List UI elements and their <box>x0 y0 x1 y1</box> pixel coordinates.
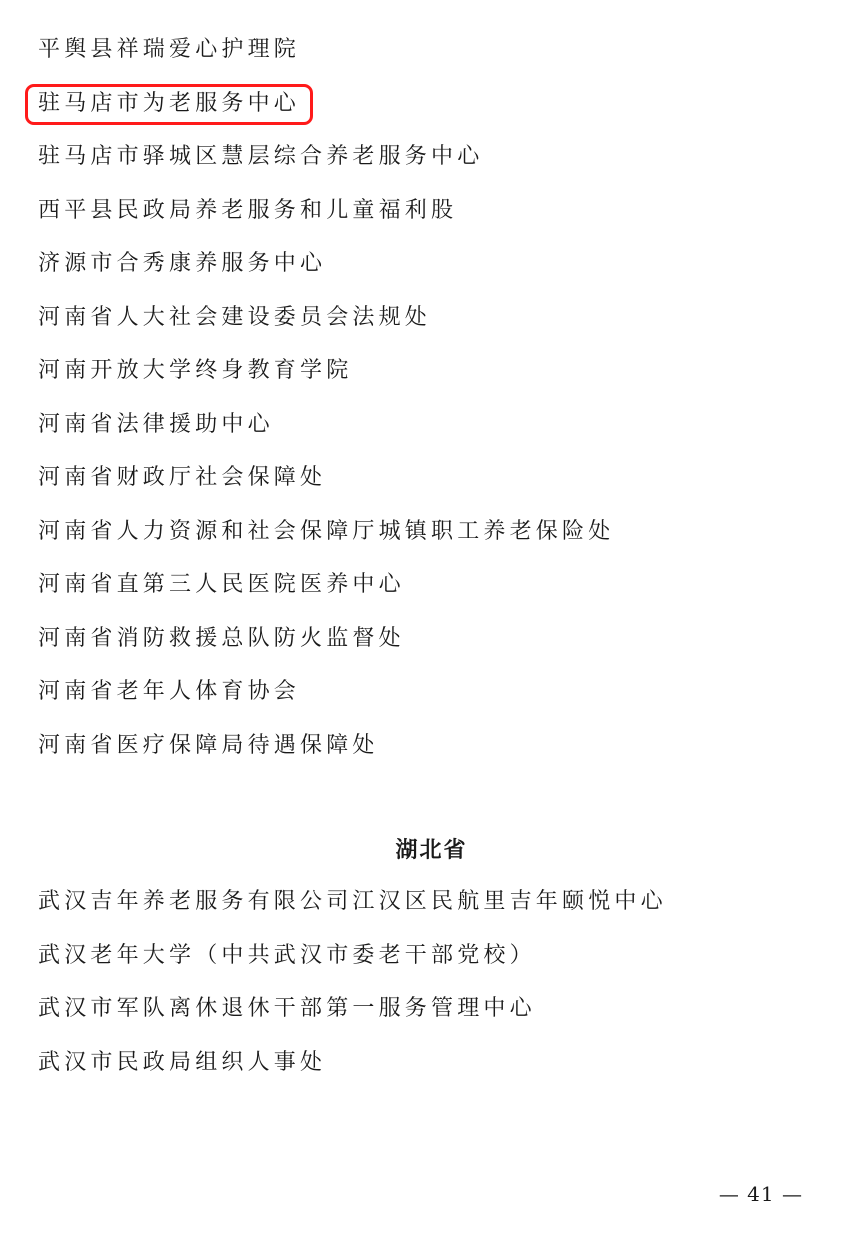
hubei-org-list <box>38 882 667 1096</box>
list-item: 河南省消防救援总队防火监督处 <box>38 625 405 651</box>
list-item: 驻马店市驿城区慧层综合养老服务中心 <box>38 144 484 169</box>
list-item: 河南省法律援助中心 <box>38 411 274 437</box>
highlighted-list-item <box>38 84 614 138</box>
list-item: 武汉市军队离休退休干部第一服务管理中心 <box>38 996 536 1021</box>
list-item: 平舆县祥瑞爱心护理院 <box>38 37 301 62</box>
list-item: 河南省直第三人民医院医养中心 <box>38 572 405 597</box>
list-item: 济源市合秀康养服务中心 <box>38 251 327 276</box>
list-item: 河南省老年人体育协会 <box>38 679 301 704</box>
list-item: 西平县民政局养老服务和儿童福利股 <box>38 197 458 223</box>
list-item: 河南省人力资源和社会保障厅城镇职工养老保险处 <box>38 518 615 544</box>
list-item: 武汉吉年养老服务有限公司江汉区民航里吉年颐悦中心 <box>38 889 667 914</box>
list-item: 河南省财政厅社会保障处 <box>38 465 327 490</box>
henan-org-list <box>38 30 614 779</box>
list-item: 武汉市民政局组织人事处 <box>38 1049 327 1075</box>
page-number: — 41 — <box>718 1182 803 1206</box>
list-item: 武汉老年大学（中共武汉市委老干部党校） <box>38 942 536 968</box>
province-heading: 湖北省 <box>395 838 468 863</box>
list-item: 河南省人大社会建设委员会法规处 <box>38 304 432 330</box>
list-item: 河南省医疗保障局待遇保障处 <box>38 732 379 758</box>
list-item: 河南开放大学终身教育学院 <box>38 358 353 383</box>
highlight-box: 驻马店市为老服务中心 <box>28 87 310 122</box>
